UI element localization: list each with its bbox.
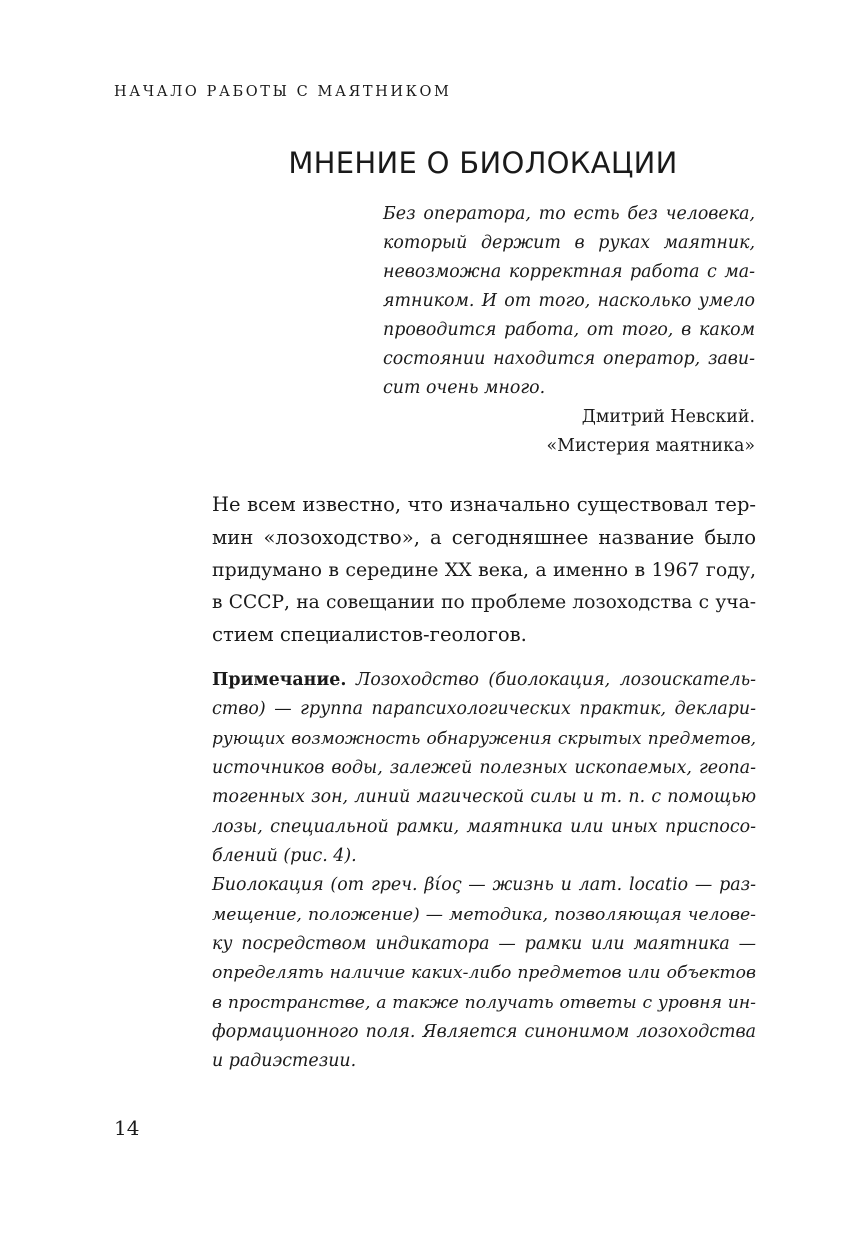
note-line: в пространстве, а также получать ответы с уровня ин-	[212, 992, 756, 1013]
note-line: источников воды, залежей полезных ископаемых, геопа-	[212, 758, 756, 779]
body-paragraph	[212, 489, 756, 652]
note-block	[212, 666, 756, 1077]
note-line: Биолокация (от греч. βίος — жизнь и лат. locatio — раз-	[212, 875, 756, 896]
note-line: тогенных зон, линий магической силы и т. п. с помощью	[212, 787, 756, 808]
note-line: мещение, положение) — методика, позволяющая челове-	[212, 904, 756, 925]
note-line: рующих возможность обнаружения скрытых предметов,	[212, 728, 756, 749]
note-line: определять наличие каких-либо предметов или объектов	[212, 963, 756, 984]
note-line: лозы, специальной рамки, маятника или иных приспосо-	[212, 816, 756, 837]
epigraph-line: Без оператора, то есть без человека,	[383, 204, 755, 224]
section-title: МНЕНИЕ О БИОЛОКАЦИИ	[288, 146, 678, 180]
note-line: формационного поля. Является синонимом лозоходства	[212, 1022, 756, 1043]
epigraph-line: сит очень много.	[383, 378, 546, 398]
epigraph-line: проводится работа, от того, в каком	[383, 320, 755, 340]
note-line: ство) — группа парапсихологических практик, деклари-	[212, 699, 756, 720]
note-line: блений (рис. 4).	[212, 846, 357, 867]
epigraph	[383, 200, 755, 461]
note-label: Примечание.	[212, 670, 347, 690]
epigraph-line: который держит в руках маятник,	[383, 233, 755, 253]
paragraph-line: придумано в середине XX века, а именно в 1967 году,	[212, 559, 756, 582]
paragraph-line: в СССР, на совещании по проблеме лозоходства с уча-	[212, 591, 756, 613]
paragraph-line: Не всем известно, что изначально существовал тер-	[212, 493, 756, 516]
epigraph-line: невозможна корректная работа с ма-	[383, 262, 755, 282]
epigraph-line: состоянии находится оператор, зави-	[383, 349, 755, 369]
note-line: ку посредством индикатора — рамки или маятника —	[212, 934, 756, 955]
running-head: НАЧАЛО РАБОТЫ С МАЯТНИКОМ	[114, 84, 452, 100]
epigraph-attribution	[383, 403, 755, 461]
paragraph-line: стием специалистов-геологов.	[212, 623, 527, 647]
paragraph-line: мин «лозоходство», а сегодняшнее название было	[212, 525, 756, 549]
note-text: Лозоходство (биолокация, лозоискатель-	[346, 670, 756, 690]
note-line: и радиэстезии.	[212, 1051, 357, 1072]
page-number: 14	[114, 1116, 140, 1140]
note-first-line	[212, 666, 756, 695]
epigraph-source: «Мистерия маятника»	[546, 436, 755, 456]
epigraph-line: ятником. И от того, насколько умело	[383, 291, 755, 311]
epigraph-author: Дмитрий Невский.	[581, 407, 755, 427]
